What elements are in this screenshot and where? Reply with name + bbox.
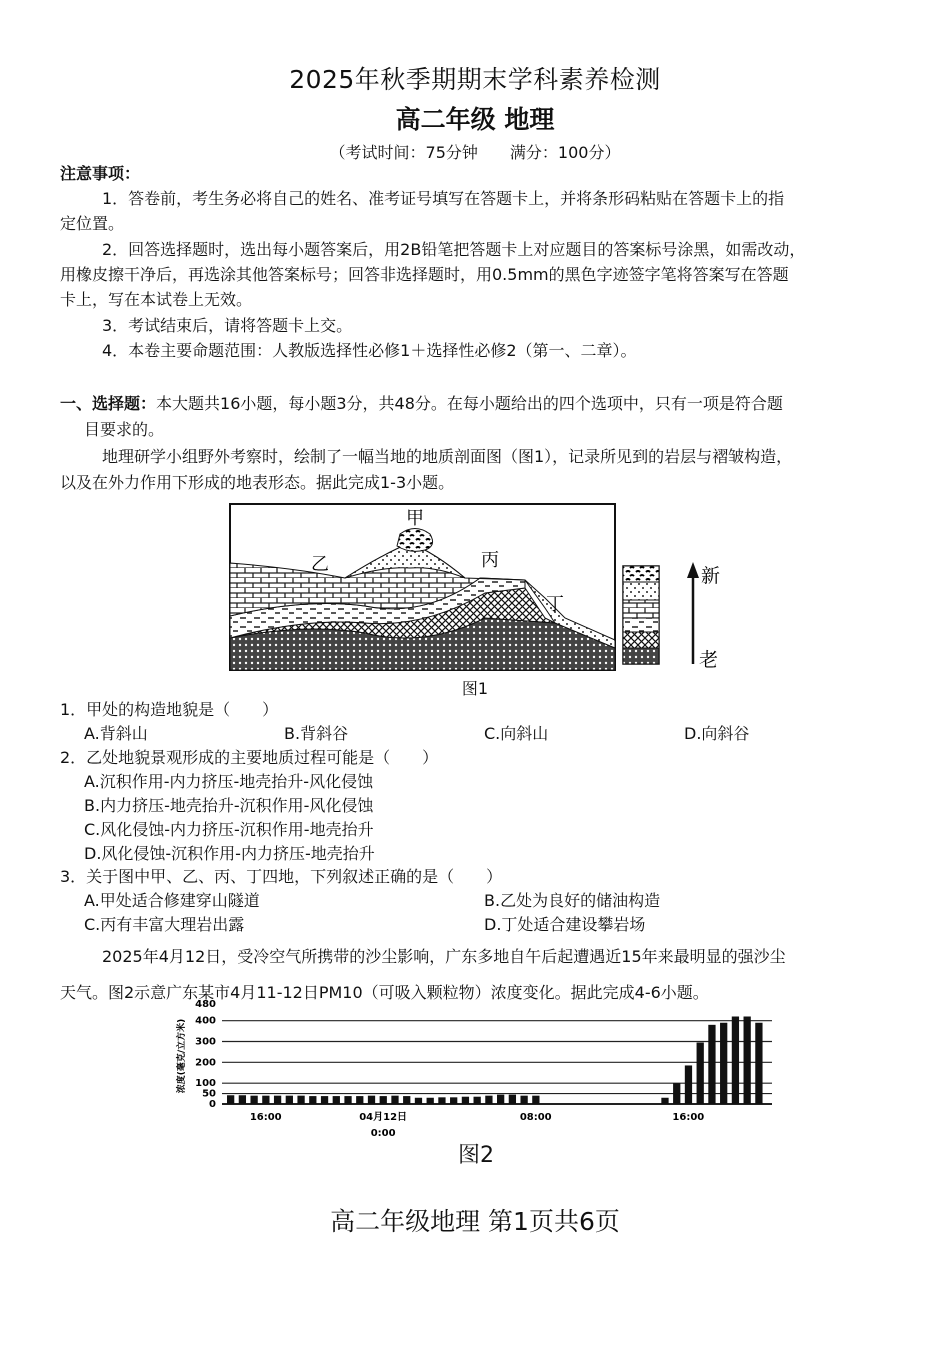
chart-bar: [755, 1023, 762, 1104]
chart-y-tick: 300: [195, 1036, 216, 1048]
chart-x-tick: 04月12日: [359, 1112, 408, 1123]
figure-1-cross-section: [225, 498, 725, 674]
chart-bar: [262, 1096, 269, 1104]
stem-2-cont: 天气。图2示意广东某市4月11-12日PM10（可吸入颗粒物）浓度变化。据此完成4-6小题。: [60, 983, 709, 1002]
question-2-option-c[interactable]: C.风化侵蚀-内力挤压-沉积作用-地壳抬升: [84, 820, 374, 839]
chart-x-tick: 0:00: [370, 1128, 396, 1139]
chart-bar: [532, 1096, 539, 1104]
chart-y-tick: 0: [209, 1099, 216, 1110]
chart-bar: [250, 1096, 257, 1104]
label-jia: 甲: [406, 508, 424, 529]
figure-1-caption: 图1: [461, 679, 489, 698]
figure-2-chart: [172, 996, 782, 1146]
chart-bar: [485, 1096, 492, 1104]
notes-heading: 注意事项：: [60, 164, 141, 183]
note-line: 2．回答选择题时，选出每小题答案后，用2B铅笔把答题卡上对应题目的答案标号涂黑，如需改动，: [102, 240, 806, 259]
chart-y-label: 浓度(毫克/立方米): [177, 1018, 187, 1094]
chart-bar: [297, 1096, 304, 1104]
chart-bar: [427, 1098, 434, 1104]
chart-bar: [391, 1096, 398, 1104]
section-intro: [60, 391, 783, 416]
question-3-option-c[interactable]: C.丙有丰富大理岩出露: [84, 915, 245, 934]
chart-y-tick: 480: [195, 999, 216, 1010]
question-1-option-c[interactable]: C.向斜山: [484, 724, 549, 743]
question-2-option-d[interactable]: D.风化侵蚀-沉积作用-内力挤压-地壳抬升: [84, 844, 375, 863]
question-3-option-a[interactable]: A.甲处适合修建穿山隧道: [84, 891, 260, 910]
note-line: 卡上，写在本试卷上无效。: [60, 290, 253, 309]
chart-y-tick: 100: [195, 1078, 216, 1090]
label-bing: 丙: [481, 550, 499, 571]
chart-bar: [438, 1097, 445, 1104]
stem-1-cont: 以及在外力作用下形成的地表形态。据此完成1-3小题。: [60, 473, 455, 492]
chart-bar: [673, 1083, 680, 1104]
chart-bar: [239, 1095, 246, 1104]
chart-bar: [274, 1096, 281, 1104]
chart-bar: [661, 1098, 668, 1104]
question-2-stem: 2．乙处地貌景观形成的主要地质过程可能是（ ）: [60, 748, 439, 767]
chart-bar: [380, 1096, 387, 1104]
chart-bar: [309, 1096, 316, 1104]
chart-bar: [450, 1097, 457, 1104]
question-1-option-b[interactable]: B.背斜谷: [284, 724, 349, 743]
chart-bar: [462, 1097, 469, 1104]
chart-bar: [720, 1023, 727, 1104]
chart-bar: [697, 1043, 704, 1104]
note-line: 定位置。: [60, 214, 125, 233]
chart-bar: [344, 1096, 351, 1104]
question-1-stem: 1．甲处的构造地貌是（ ）: [60, 700, 279, 719]
chart-x-tick: 08:00: [519, 1112, 552, 1123]
chart-bar: [356, 1096, 363, 1104]
chart-bar: [708, 1025, 715, 1104]
chart-bar: [415, 1098, 422, 1104]
chart-bar: [732, 1017, 739, 1105]
chart-bar: [474, 1097, 481, 1104]
chart-bar: [520, 1096, 527, 1104]
note-line: 用橡皮擦干净后，再选涂其他答案标号；回答非选择题时，用0.5mm的黑色字迹签字笔将答案写在答题: [60, 265, 789, 284]
section-label: 一、选择题：: [60, 394, 157, 413]
chart-bar: [497, 1095, 504, 1104]
note-line: 4．本卷主要命题范围：人教版选择性必修1＋选择性必修2（第一、二章）。: [102, 341, 637, 360]
chart-x-tick: 16:00: [672, 1112, 705, 1123]
stem-1: 地理研学小组野外考察时，绘制了一幅当地的地质剖面图（图1），记录所见到的岩层与褶皱构造，: [102, 447, 793, 466]
exam-title: 2025年秋季期期末学科素养检测: [289, 65, 661, 94]
question-2-option-b[interactable]: B.内力挤压-地壳抬升-沉积作用-风化侵蚀: [84, 796, 374, 815]
label-yi: 乙: [311, 554, 329, 575]
chart-x-tick: 16:00: [249, 1112, 282, 1123]
question-3-option-b[interactable]: B.乙处为良好的储油构造: [484, 891, 661, 910]
chart-bar: [509, 1095, 516, 1104]
note-line: 1．答卷前，考生务必将自己的姓名、准考证号填写在答题卡上，并将条形码粘贴在答题卡上的指: [102, 189, 785, 208]
exam-info: （考试时间：75分钟 满分：100分）: [329, 143, 621, 162]
chart-bar: [333, 1096, 340, 1104]
stem-2: 2025年4月12日，受冷空气所携带的沙尘影响，广东多地自午后起遭遇近15年来最明显的强沙尘: [102, 947, 786, 966]
question-2-option-a[interactable]: A.沉积作用-内力挤压-地壳抬升-风化侵蚀: [84, 772, 374, 791]
exam-subtitle: 高二年级 地理: [395, 105, 555, 134]
chart-bar: [286, 1096, 293, 1104]
label-new: 新: [701, 565, 721, 587]
label-old: 老: [699, 649, 719, 671]
chart-bar: [744, 1017, 751, 1105]
question-1-option-a[interactable]: A.背斜山: [84, 724, 148, 743]
chart-bar: [321, 1096, 328, 1104]
section-intro-cont: 目要求的。: [84, 420, 165, 439]
chart-bar: [227, 1095, 234, 1104]
chart-y-tick: 50: [202, 1088, 216, 1100]
chart-y-tick: 400: [195, 1015, 216, 1027]
note-line: 3．考试结束后，请将答题卡上交。: [102, 316, 353, 335]
section-intro-text: 本大题共16小题，每小题3分，共48分。在每小题给出的四个选项中，只有一项是符合题: [156, 394, 783, 413]
page-footer: 高二年级地理 第1页共6页: [330, 1207, 620, 1236]
chart-bar: [685, 1065, 692, 1104]
question-1-option-d[interactable]: D.向斜谷: [684, 724, 750, 743]
question-3-option-d[interactable]: D.丁处适合建设攀岩场: [484, 915, 646, 934]
figure-2-caption: 图2: [458, 1143, 494, 1168]
chart-y-tick: 200: [195, 1057, 216, 1069]
chart-bar: [368, 1096, 375, 1104]
chart-bar: [403, 1096, 410, 1104]
label-ding: 丁: [546, 594, 564, 615]
question-3-stem: 3．关于图中甲、乙、丙、丁四地，下列叙述正确的是（ ）: [60, 867, 503, 886]
